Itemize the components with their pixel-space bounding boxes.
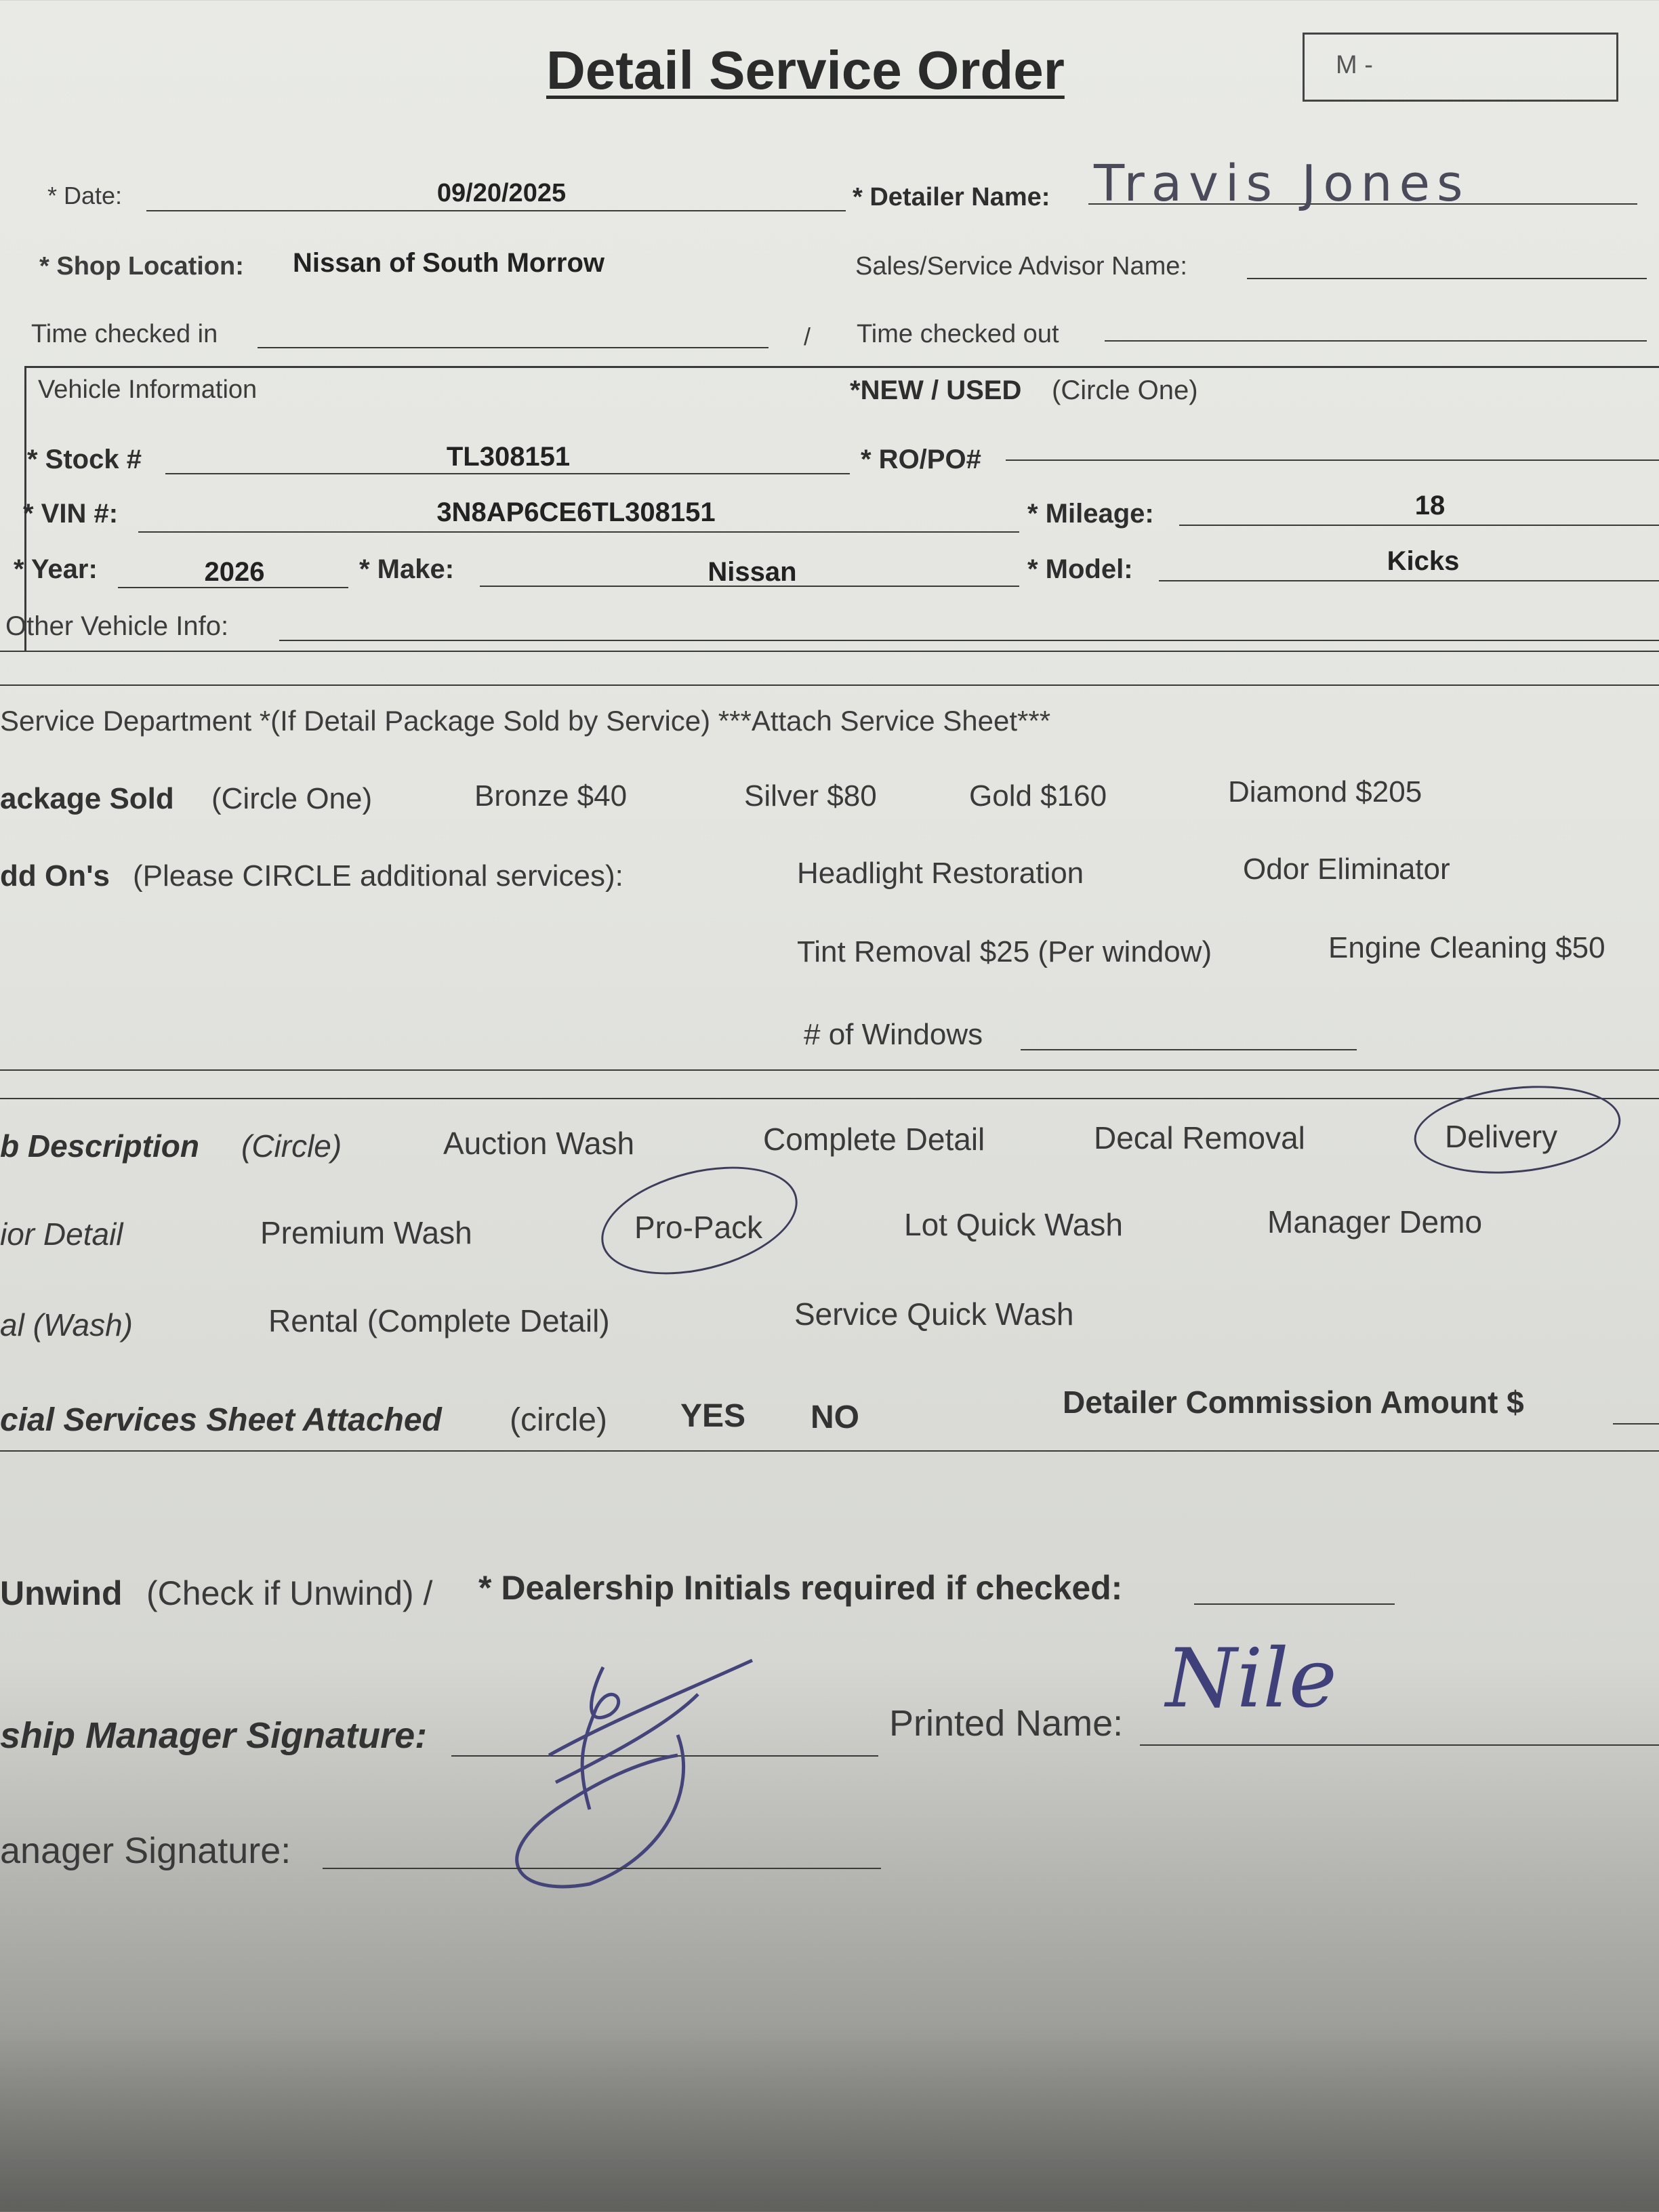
job-delivery[interactable]: Delivery [1445, 1119, 1558, 1154]
special-services-hint: (circle) [510, 1402, 607, 1438]
addon-odor-eliminator[interactable]: Odor Eliminator [1243, 853, 1450, 886]
time-slash: / [804, 323, 811, 350]
manager-signature-label: anager Signature: [0, 1830, 291, 1871]
addon-tint-removal[interactable]: Tint Removal $25 (Per window) [797, 935, 1212, 968]
package-silver[interactable]: Silver $80 [744, 779, 877, 813]
vin-label: * VIN #: [23, 499, 119, 529]
dealership-initials-field[interactable] [1194, 1603, 1395, 1605]
vin-value: 3N8AP6CE6TL308151 [436, 497, 716, 527]
job-rental-wash[interactable]: al (Wash) [0, 1307, 133, 1343]
detailer-name-handwritten: Travis Jones [1094, 155, 1470, 213]
job-manager-demo[interactable]: Manager Demo [1267, 1204, 1483, 1240]
job-decal-removal[interactable]: Decal Removal [1094, 1120, 1305, 1155]
job-description-label: b Description [0, 1128, 199, 1164]
package-gold[interactable]: Gold $160 [969, 779, 1107, 813]
model-value: Kicks [1387, 546, 1460, 576]
date-label: * Date: [47, 182, 123, 209]
date-value: 09/20/2025 [436, 179, 567, 207]
shop-location-value: Nissan of South Morrow [293, 248, 605, 278]
mileage-label: * Mileage: [1027, 499, 1154, 529]
mileage-field[interactable] [1179, 525, 1659, 526]
addon-headlight-restoration[interactable]: Headlight Restoration [797, 857, 1084, 890]
shop-location-label: * Shop Location: [39, 252, 244, 281]
addons-label: dd On's [0, 859, 110, 893]
vin-field[interactable] [138, 531, 1019, 533]
order-number-prefix: M - [1336, 51, 1373, 79]
section-divider-4 [0, 1450, 1659, 1452]
mileage-value: 18 [1414, 491, 1446, 520]
package-bronze[interactable]: Bronze $40 [474, 779, 628, 813]
make-label: * Make: [359, 554, 455, 584]
section-divider-3 [0, 1098, 1659, 1099]
year-value: 2026 [204, 557, 265, 587]
date-field[interactable] [146, 210, 846, 211]
job-premium-wash[interactable]: Premium Wash [260, 1215, 472, 1250]
order-number-box[interactable] [1303, 33, 1618, 102]
job-lot-quick-wash[interactable]: Lot Quick Wash [904, 1207, 1123, 1242]
other-vehicle-info-field[interactable] [279, 640, 1659, 641]
time-in-label: Time checked in [31, 320, 218, 348]
time-in-field[interactable] [258, 347, 769, 348]
vehicle-box-bottom-rule [0, 651, 1659, 652]
job-pro-pack[interactable]: Pro-Pack [634, 1210, 763, 1245]
addon-engine-cleaning[interactable]: Engine Cleaning $50 [1328, 931, 1605, 964]
stock-value: TL308151 [446, 442, 571, 472]
job-complete-detail[interactable]: Complete Detail [763, 1122, 985, 1157]
delivery-circle-mark [1410, 1076, 1624, 1183]
job-service-quick-wash[interactable]: Service Quick Wash [794, 1296, 1074, 1332]
make-value: Nissan [708, 557, 797, 587]
manager-signature-field[interactable] [323, 1868, 881, 1869]
time-out-label: Time checked out [857, 320, 1059, 348]
time-out-field[interactable] [1105, 340, 1647, 342]
special-services-no[interactable]: NO [811, 1399, 859, 1435]
model-label: * Model: [1027, 554, 1133, 584]
printed-name-label: Printed Name: [889, 1703, 1124, 1744]
section-divider-2 [0, 1069, 1659, 1071]
advisor-name-field[interactable] [1247, 278, 1647, 279]
stock-field[interactable] [165, 473, 850, 474]
special-services-yes[interactable]: YES [680, 1398, 746, 1434]
unwind-label[interactable]: Unwind [0, 1574, 123, 1612]
special-services-label: cial Services Sheet Attached [0, 1402, 442, 1438]
windows-count-label: # of Windows [804, 1018, 983, 1051]
job-interior-detail[interactable]: ior Detail [0, 1216, 123, 1252]
year-label: * Year: [14, 554, 98, 584]
model-field[interactable] [1159, 580, 1659, 581]
job-rental-complete-detail[interactable]: Rental (Complete Detail) [268, 1303, 610, 1338]
form-title: Detail Service Order [546, 40, 1065, 100]
windows-count-field[interactable] [1021, 1049, 1357, 1050]
service-dept-line: Service Department *(If Detail Package Sold by Service) ***Attach Service Sheet*** [0, 705, 1051, 737]
job-auction-wash[interactable]: Auction Wash [443, 1126, 635, 1161]
detailer-name-label: * Detailer Name: [853, 183, 1050, 211]
package-sold-label: ackage Sold [0, 782, 174, 815]
addons-hint: (Please CIRCLE additional services): [133, 859, 623, 893]
unwind-hint: (Check if Unwind) / [146, 1574, 433, 1612]
other-vehicle-info-label: Other Vehicle Info: [5, 611, 229, 641]
advisor-name-label: Sales/Service Advisor Name: [855, 252, 1187, 281]
pro-pack-circle-mark [590, 1148, 809, 1292]
section-divider-1 [0, 684, 1659, 686]
ro-po-field[interactable] [1006, 459, 1659, 461]
job-description-hint: (Circle) [241, 1128, 342, 1164]
commission-label: Detailer Commission Amount $ [1063, 1385, 1524, 1420]
package-diamond[interactable]: Diamond $205 [1228, 775, 1422, 808]
package-sold-hint: (Circle One) [211, 782, 373, 815]
ro-po-label: * RO/PO# [861, 445, 981, 474]
dealership-manager-signature-label: ship Manager Signature: [0, 1715, 428, 1756]
manager-signature-scribble [474, 1654, 786, 1898]
vehicle-info-label: Vehicle Information [38, 375, 258, 404]
photo-shadow [0, 2020, 1659, 2212]
printed-name-handwritten: Nile [1166, 1632, 1337, 1726]
stock-label: * Stock # [27, 445, 142, 474]
dealership-initials-label: * Dealership Initials required if checked: [478, 1569, 1123, 1607]
printed-name-field[interactable] [1140, 1744, 1659, 1746]
new-used-label[interactable]: *NEW / USED [850, 375, 1022, 405]
commission-field[interactable] [1613, 1423, 1659, 1425]
new-used-hint: (Circle One) [1052, 375, 1198, 405]
